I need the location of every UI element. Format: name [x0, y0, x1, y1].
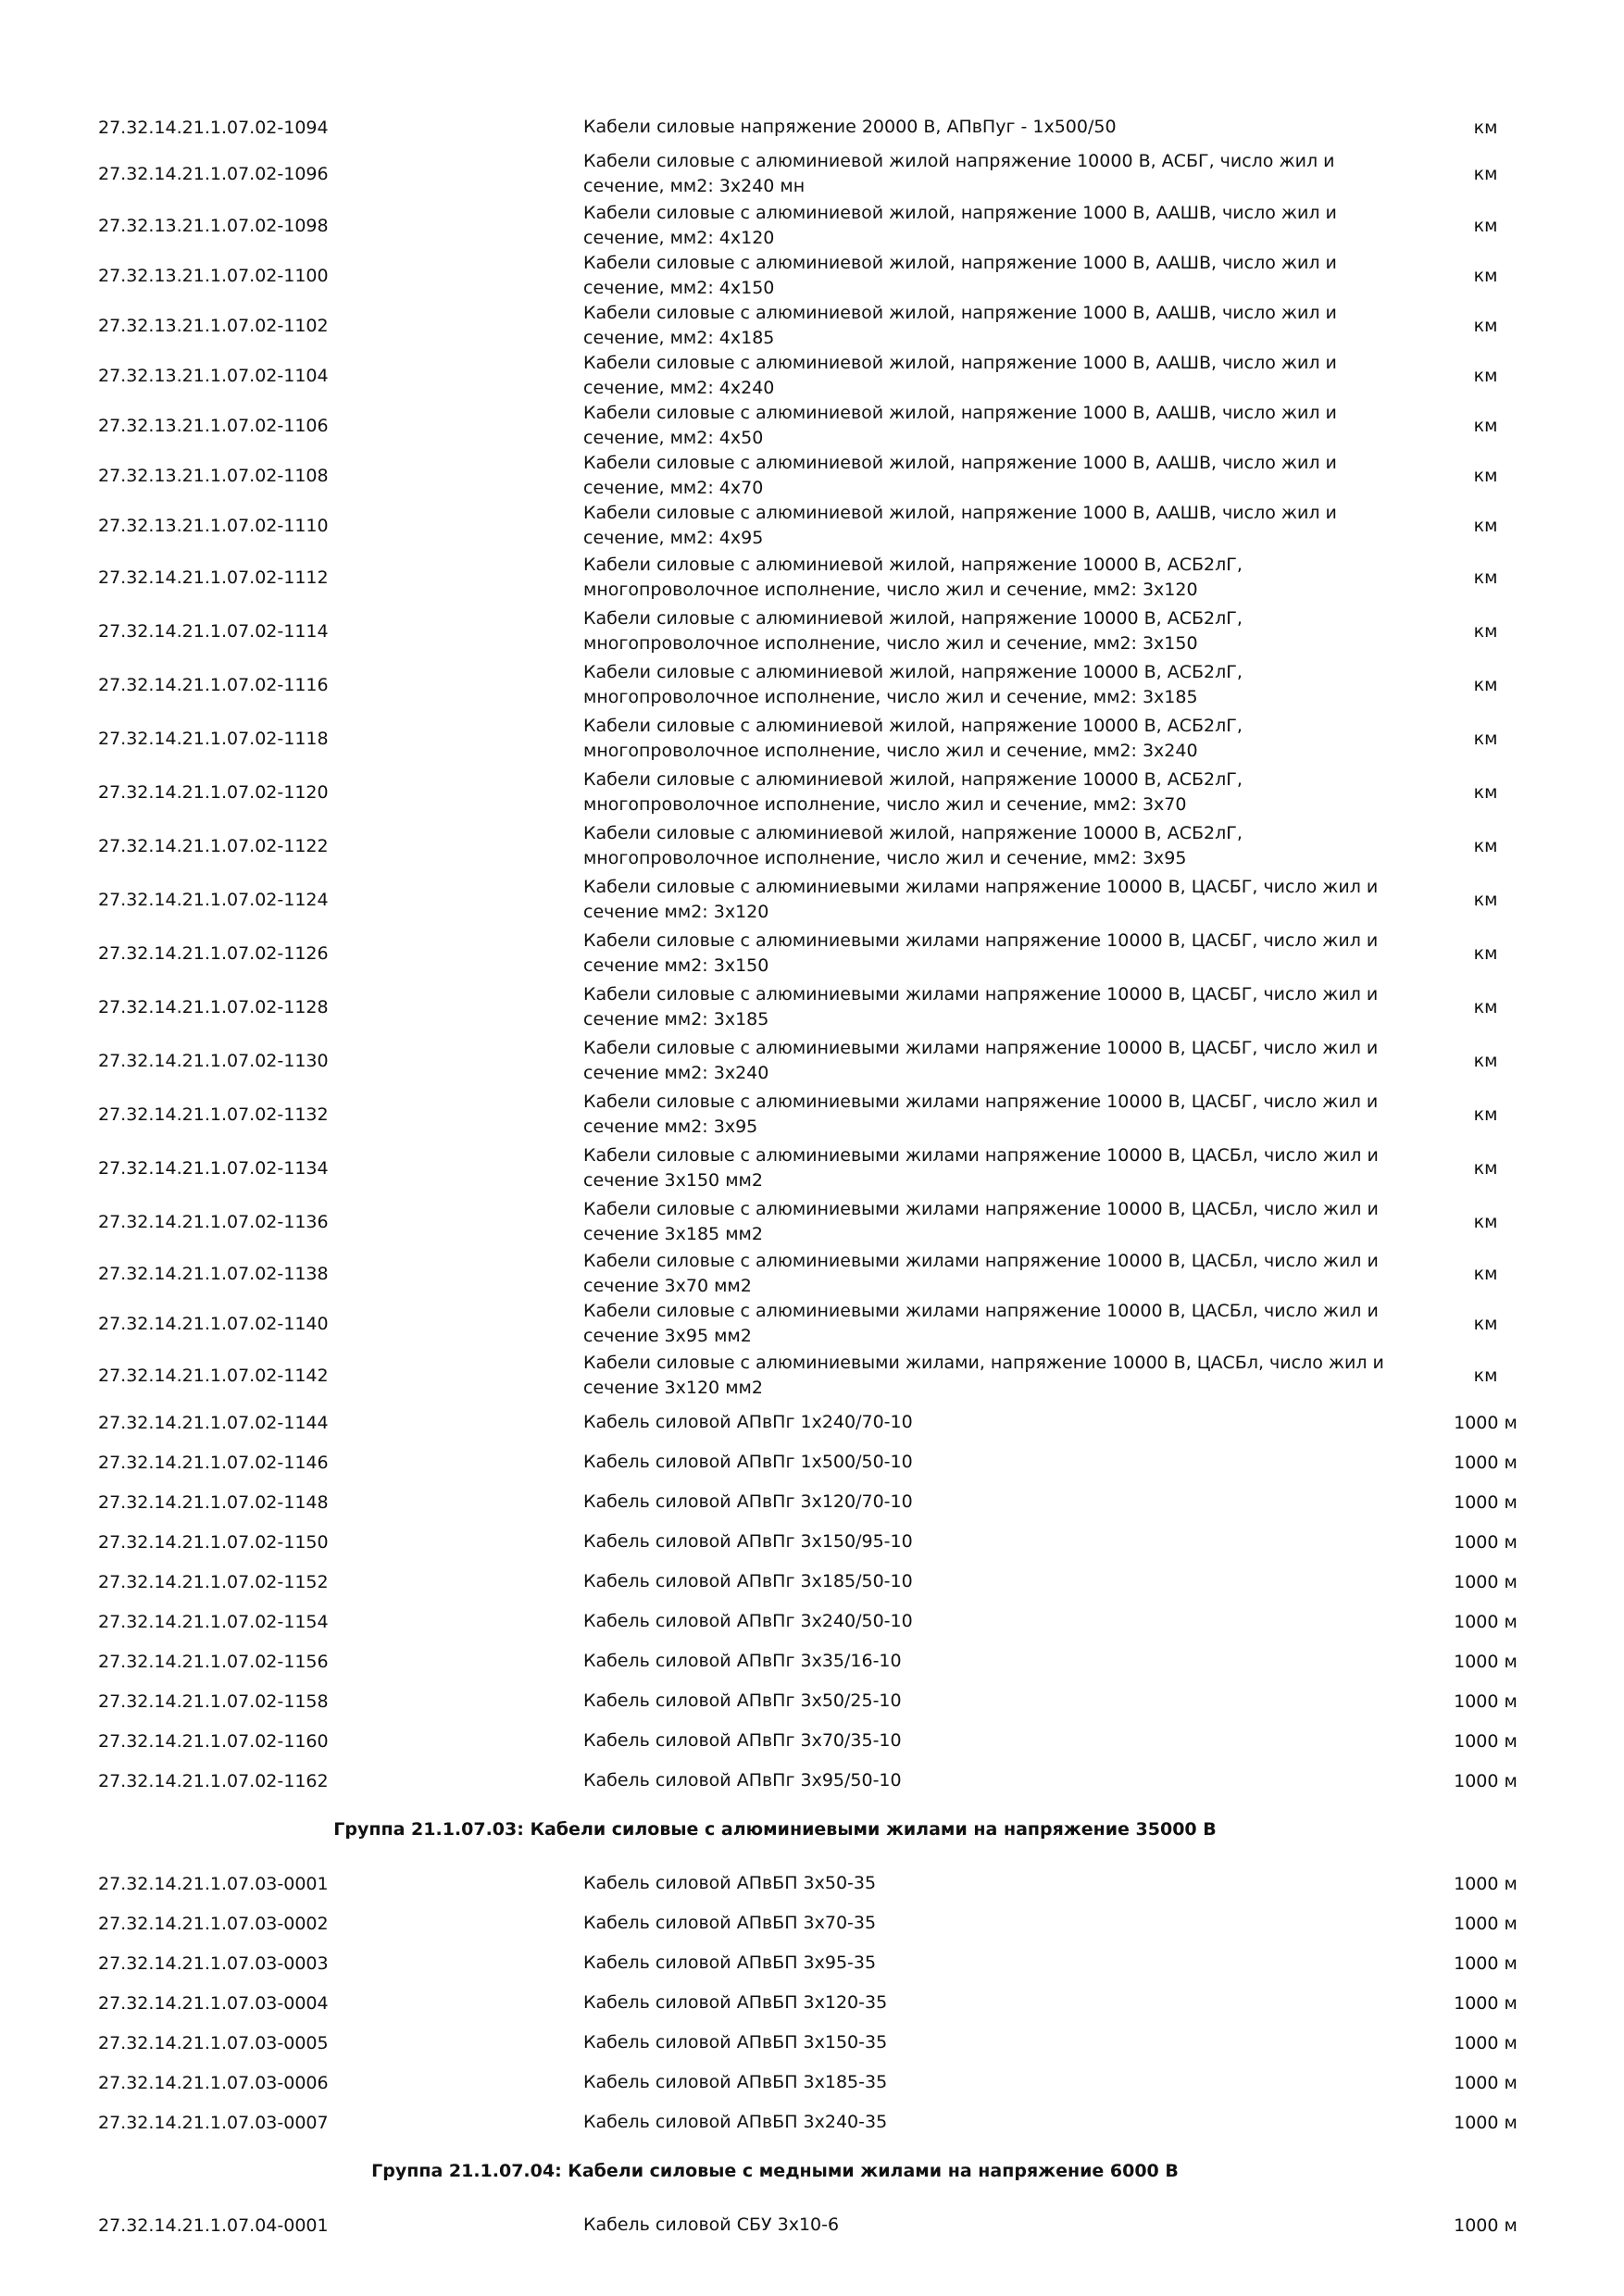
table-row — [0, 605, 1624, 658]
item-unit: 1000 м — [1454, 1531, 1518, 1553]
item-name: Кабель силовой АПвБП 3х185-35 — [583, 2072, 888, 2092]
table-row — [0, 1864, 1624, 1903]
item-unit: 1000 м — [1454, 1611, 1518, 1632]
item-unit: км — [1473, 316, 1498, 336]
table-row — [0, 980, 1624, 1034]
item-unit: км — [1473, 1104, 1498, 1125]
item-unit: 1000 м — [1454, 1571, 1518, 1592]
item-unit: 1000 м — [1454, 2072, 1518, 2093]
table-section-21-1-07-02 — [0, 107, 1624, 1801]
item-name: Кабели силовые с алюминиевой жилой, напряжение 1000 В, ААШВ, число жил и сечение, мм2: 4х150 — [583, 253, 1337, 298]
item-name: Кабель силовой АПвПг 3х185/50-10 — [583, 1571, 913, 1591]
item-unit: 1000 м — [1454, 2032, 1518, 2053]
item-name: Кабели силовые с алюминиевыми жилами напряжение 10000 В, ЦАСБГ, число жил и сечение мм2: 3х95 — [583, 1092, 1379, 1137]
item-name: Кабели силовые с алюминиевыми жилами напряжение 10000 В, ЦАСБГ, число жил и сечение мм2: 3х150 — [583, 930, 1379, 976]
item-code: 27.32.14.21.1.07.02-1140 — [98, 1314, 329, 1334]
item-name: Кабель силовой АПвБП 3х120-35 — [583, 1992, 888, 2013]
item-code: 27.32.14.21.1.07.03-0001 — [98, 1873, 329, 1894]
item-unit: 1000 м — [1454, 1412, 1518, 1433]
table-row — [0, 1943, 1624, 1983]
item-unit: км — [1473, 117, 1498, 138]
table-row — [0, 1602, 1624, 1641]
item-unit: 1000 м — [1454, 2112, 1518, 2133]
table-row — [0, 107, 1624, 147]
item-unit: 1000 м — [1454, 1953, 1518, 1974]
item-name: Кабели силовые с алюминиевой жилой, напряжение 10000 В, АСБ2лГ, многопроволочное исполнение, число жил и сечение, мм2: 3х185 — [583, 662, 1243, 707]
table-row — [0, 1761, 1624, 1801]
item-code: 27.32.14.21.1.07.02-1156 — [98, 1651, 329, 1672]
table-row — [0, 1403, 1624, 1442]
item-unit: 1000 м — [1454, 2215, 1518, 2236]
item-name: Кабели силовые с алюминиевыми жилами напряжение 10000 В, ЦАСБл, число жил и сечение 3х150 мм2 — [583, 1145, 1379, 1191]
table-row — [0, 551, 1624, 605]
item-code: 27.32.13.21.1.07.02-1100 — [98, 266, 329, 286]
table-row — [0, 1482, 1624, 1522]
item-code: 27.32.14.21.1.07.03-0005 — [98, 2032, 329, 2053]
item-unit: 1000 м — [1454, 1770, 1518, 1791]
item-code: 27.32.14.21.1.07.02-1160 — [98, 1730, 329, 1752]
table-row — [0, 927, 1624, 980]
item-unit: 1000 м — [1454, 1730, 1518, 1752]
table-row — [0, 1299, 1624, 1349]
item-code: 27.32.14.21.1.07.02-1116 — [98, 675, 329, 695]
item-name: Кабель силовой АПвБП 3х150-35 — [583, 2032, 888, 2053]
item-name: Кабель силовой АПвБП 3х70-35 — [583, 1913, 877, 1933]
table-row — [0, 1142, 1624, 1195]
table-row — [0, 501, 1624, 551]
item-name: Кабели силовые с алюминиевыми жилами напряжение 10000 В, ЦАСБГ, число жил и сечение мм2: 3х120 — [583, 877, 1379, 922]
item-unit: км — [1473, 675, 1498, 695]
item-code: 27.32.14.21.1.07.02-1152 — [98, 1571, 329, 1592]
table-row — [0, 1249, 1624, 1299]
item-name: Кабель силовой АПвБП 3х50-35 — [583, 1873, 877, 1893]
item-name: Кабели силовые с алюминиевыми жилами напряжение 10000 В, ЦАСБГ, число жил и сечение мм2: 3х185 — [583, 984, 1379, 1029]
item-name: Кабели силовые с алюминиевой жилой, напряжение 1000 В, ААШВ, число жил и сечение, мм2: 4х185 — [583, 303, 1337, 348]
item-name: Кабель силовой АПвПг 3х70/35-10 — [583, 1730, 902, 1751]
table-section-21-1-07-04 — [0, 2205, 1624, 2245]
item-unit: км — [1473, 1051, 1498, 1071]
item-name: Кабели силовые с алюминиевой жилой, напряжение 10000 В, АСБ2лГ, многопроволочное исполнение, число жил и сечение, мм2: 3х120 — [583, 555, 1243, 600]
item-unit: км — [1473, 266, 1498, 286]
item-code: 27.32.14.21.1.07.02-1150 — [98, 1531, 329, 1553]
item-unit: 1000 м — [1454, 1992, 1518, 2014]
item-name: Кабель силовой АПвПг 3х150/95-10 — [583, 1531, 913, 1552]
item-unit: 1000 м — [1454, 1651, 1518, 1672]
item-code: 27.32.13.21.1.07.02-1098 — [98, 216, 329, 236]
table-row — [0, 1641, 1624, 1681]
item-unit: км — [1473, 1366, 1498, 1386]
item-code: 27.32.14.21.1.07.02-1146 — [98, 1452, 329, 1473]
table-row — [0, 819, 1624, 873]
table-row — [0, 2063, 1624, 2103]
item-unit: 1000 м — [1454, 1873, 1518, 1894]
item-name: Кабель силовой АПвПг 3х50/25-10 — [583, 1691, 902, 1711]
item-unit: км — [1473, 782, 1498, 803]
item-code: 27.32.13.21.1.07.02-1108 — [98, 466, 329, 486]
item-name: Кабели силовые с алюминиевыми жилами напряжение 10000 В, ЦАСБГ, число жил и сечение мм2: 3х240 — [583, 1038, 1379, 1083]
table-row — [0, 873, 1624, 927]
item-unit: км — [1473, 1212, 1498, 1232]
item-code: 27.32.14.21.1.07.02-1134 — [98, 1158, 329, 1179]
item-unit: 1000 м — [1454, 1691, 1518, 1712]
item-code: 27.32.14.21.1.07.02-1142 — [98, 1366, 329, 1386]
item-unit: км — [1473, 997, 1498, 1017]
item-name: Кабели силовые с алюминиевой жилой, напряжение 10000 В, АСБ2лГ, многопроволочное исполнение, число жил и сечение, мм2: 3х70 — [583, 769, 1243, 815]
item-name: Кабели силовые с алюминиевой жилой, напряжение 1000 В, ААШВ, число жил и сечение, мм2: 4х50 — [583, 403, 1337, 448]
item-code: 27.32.14.21.1.07.02-1112 — [98, 568, 329, 588]
item-unit: км — [1473, 729, 1498, 749]
table-row — [0, 1522, 1624, 1562]
item-name: Кабели силовые напряжение 20000 В, АПвПуг - 1х500/50 — [583, 117, 1117, 137]
item-code: 27.32.14.21.1.07.03-0006 — [98, 2072, 329, 2093]
item-unit: км — [1473, 1314, 1498, 1334]
item-code: 27.32.14.21.1.07.02-1128 — [98, 997, 329, 1017]
item-name: Кабели силовые с алюминиевой жилой, напряжение 1000 В, ААШВ, число жил и сечение, мм2: 4х95 — [583, 503, 1337, 548]
item-code: 27.32.14.21.1.07.03-0003 — [98, 1953, 329, 1974]
item-name: Кабель силовой СБУ 3х10-6 — [583, 2215, 840, 2235]
item-code: 27.32.14.21.1.07.02-1120 — [98, 782, 329, 803]
item-unit: км — [1473, 416, 1498, 436]
table-row — [0, 147, 1624, 201]
item-code: 27.32.14.21.1.07.02-1126 — [98, 943, 329, 964]
item-unit: км — [1473, 943, 1498, 964]
item-unit: км — [1473, 568, 1498, 588]
item-code: 27.32.14.21.1.07.02-1138 — [98, 1264, 329, 1284]
item-name: Кабели силовые с алюминиевыми жилами, напряжение 10000 В, ЦАСБл, число жил и сечение 3х120 мм2 — [583, 1353, 1384, 1398]
item-code: 27.32.14.21.1.07.02-1148 — [98, 1491, 329, 1513]
item-code: 27.32.13.21.1.07.02-1104 — [98, 366, 329, 386]
item-code: 27.32.14.21.1.07.03-0007 — [98, 2112, 329, 2133]
item-unit: 1000 м — [1454, 1913, 1518, 1934]
table-section-21-1-07-03 — [0, 1864, 1624, 2142]
table-row — [0, 1562, 1624, 1602]
item-unit: км — [1473, 366, 1498, 386]
item-code: 27.32.14.21.1.07.03-0004 — [98, 1992, 329, 2014]
table-row — [0, 1721, 1624, 1761]
item-name: Кабели силовые с алюминиевыми жилами напряжение 10000 В, ЦАСБл, число жил и сечение 3х95 мм2 — [583, 1301, 1379, 1346]
item-name: Кабели силовые с алюминиевой жилой, напряжение 10000 В, АСБ2лГ, многопроволочное исполнение, число жил и сечение, мм2: 3х150 — [583, 608, 1243, 654]
table-row — [0, 401, 1624, 451]
item-name: Кабель силовой АПвПг 1х240/70-10 — [583, 1412, 913, 1432]
table-row — [0, 1034, 1624, 1088]
item-name: Кабели силовые с алюминиевой жилой, напряжение 1000 В, ААШВ, число жил и сечение, мм2: 4х240 — [583, 353, 1337, 398]
item-name: Кабели силовые с алюминиевой жилой, напряжение 10000 В, АСБ2лГ, многопроволочное исполнение, число жил и сечение, мм2: 3х240 — [583, 716, 1243, 761]
table-row — [0, 301, 1624, 351]
item-code: 27.32.14.21.1.07.02-1144 — [98, 1412, 329, 1433]
table-row — [0, 658, 1624, 712]
item-code: 27.32.14.21.1.07.02-1124 — [98, 890, 329, 910]
item-code: 27.32.14.21.1.07.02-1114 — [98, 621, 329, 642]
item-name: Кабель силовой АПвПг 1х500/50-10 — [583, 1452, 913, 1472]
table-row — [0, 1442, 1624, 1482]
item-name: Кабель силовой АПвБП 3х95-35 — [583, 1953, 877, 1973]
table-row — [0, 1983, 1624, 2023]
item-unit: км — [1473, 890, 1498, 910]
item-name: Кабели силовые с алюминиевыми жилами напряжение 10000 В, ЦАСБл, число жил и сечение 3х185 мм2 — [583, 1199, 1379, 1244]
item-unit: км — [1473, 1158, 1498, 1179]
table-row — [0, 2023, 1624, 2063]
item-code: 27.32.13.21.1.07.02-1110 — [98, 516, 329, 536]
table-row — [0, 712, 1624, 766]
table-row — [0, 2103, 1624, 2142]
item-name: Кабели силовые с алюминиевой жилой, напряжение 1000 В, ААШВ, число жил и сечение, мм2: 4х70 — [583, 453, 1337, 498]
item-name: Кабель силовой АПвПг 3х120/70-10 — [583, 1491, 913, 1512]
item-code: 27.32.13.21.1.07.02-1106 — [98, 416, 329, 436]
item-code: 27.32.14.21.1.07.04-0001 — [98, 2215, 329, 2236]
item-name: Кабель силовой АПвБП 3х240-35 — [583, 2112, 888, 2132]
item-code: 27.32.14.21.1.07.02-1158 — [98, 1691, 329, 1712]
item-code: 27.32.14.21.1.07.02-1130 — [98, 1051, 329, 1071]
table-row — [0, 351, 1624, 401]
table-row — [0, 451, 1624, 501]
item-name: Кабели силовые с алюминиевой жилой, напряжение 1000 В, ААШВ, число жил и сечение, мм2: 4х120 — [583, 203, 1337, 248]
table-row — [0, 1195, 1624, 1249]
item-name: Кабель силовой АПвПг 3х95/50-10 — [583, 1770, 902, 1791]
item-unit: км — [1473, 621, 1498, 642]
group-heading-21-1-07-04: Группа 21.1.07.04: Кабели силовые с медными жилами на напряжение 6000 В — [371, 2161, 1179, 2181]
item-code: 27.32.14.21.1.07.02-1122 — [98, 836, 329, 856]
item-name: Кабель силовой АПвПг 3х35/16-10 — [583, 1651, 902, 1671]
item-unit: 1000 м — [1454, 1491, 1518, 1513]
item-unit: км — [1473, 1264, 1498, 1284]
item-name: Кабель силовой АПвПг 3х240/50-10 — [583, 1611, 913, 1631]
item-unit: км — [1473, 836, 1498, 856]
table-row — [0, 251, 1624, 301]
item-unit: км — [1473, 516, 1498, 536]
item-code: 27.32.14.21.1.07.02-1132 — [98, 1104, 329, 1125]
table-row — [0, 1903, 1624, 1943]
table-row — [0, 1349, 1624, 1403]
item-unit: км — [1473, 164, 1498, 184]
table-row — [0, 1088, 1624, 1142]
document-body — [0, 107, 1624, 2245]
item-code: 27.32.14.21.1.07.02-1154 — [98, 1611, 329, 1632]
item-unit: км — [1473, 216, 1498, 236]
table-row — [0, 1681, 1624, 1721]
item-code: 27.32.14.21.1.07.02-1136 — [98, 1212, 329, 1232]
item-unit: км — [1473, 466, 1498, 486]
item-unit: 1000 м — [1454, 1452, 1518, 1473]
item-name: Кабели силовые с алюминиевыми жилами напряжение 10000 В, ЦАСБл, число жил и сечение 3х70 мм2 — [583, 1251, 1379, 1296]
item-name: Кабели силовые с алюминиевой жилой, напряжение 10000 В, АСБ2лГ, многопроволочное исполнение, число жил и сечение, мм2: 3х95 — [583, 823, 1243, 868]
item-code: 27.32.14.21.1.07.03-0002 — [98, 1913, 329, 1934]
table-row — [0, 201, 1624, 251]
table-row — [0, 766, 1624, 819]
group-heading-21-1-07-03: Группа 21.1.07.03: Кабели силовые с алюминиевыми жилами на напряжение 35000 В — [333, 1819, 1217, 1840]
item-code: 27.32.14.21.1.07.02-1096 — [98, 164, 329, 184]
item-code: 27.32.13.21.1.07.02-1102 — [98, 316, 329, 336]
item-code: 27.32.14.21.1.07.02-1118 — [98, 729, 329, 749]
item-name: Кабели силовые с алюминиевой жилой напряжение 10000 В, АСБГ, число жил и сечение, мм2: 3х240 мн — [583, 151, 1335, 196]
item-code: 27.32.14.21.1.07.02-1162 — [98, 1770, 329, 1791]
table-row — [0, 2205, 1624, 2245]
item-code: 27.32.14.21.1.07.02-1094 — [98, 117, 329, 138]
